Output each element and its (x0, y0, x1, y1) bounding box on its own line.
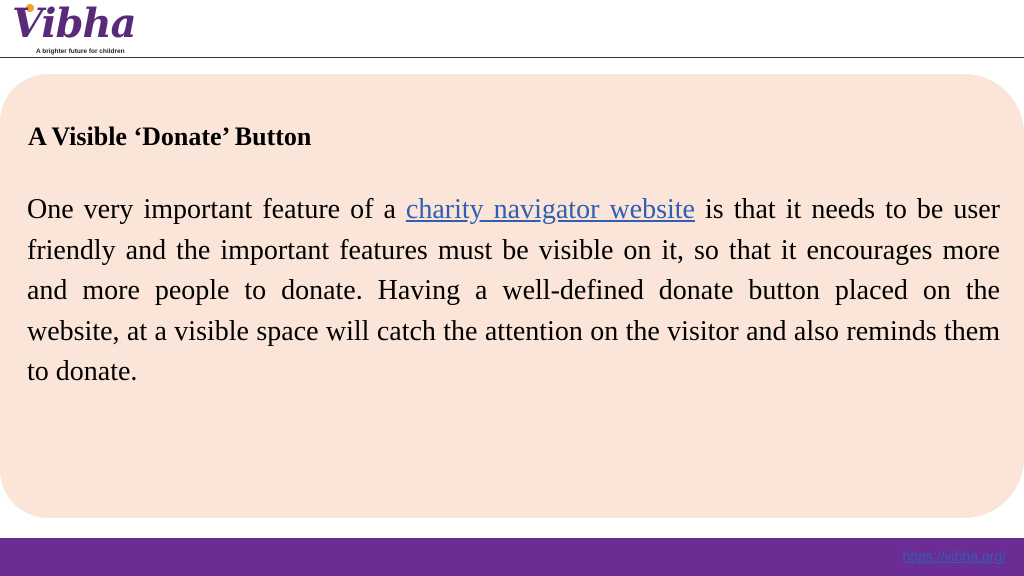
body-text-after-link: is that it needs to be user friendly and the important features must be visible on it, so that it encourages more and more people to donate. Having a well-defined donate button placed on the website, at a visible space will catch the attention on the visitor and also reminds them to donate. (27, 194, 1001, 387)
charity-navigator-link[interactable]: charity navigator website (405, 194, 695, 225)
footer-website-link[interactable]: https://vibha.org/ (902, 548, 1006, 564)
logo-wordmark: Vibha (12, 0, 136, 47)
logo-tagline: A brighter future for children (36, 48, 125, 55)
slide-title: A Visible ‘Donate’ Button (28, 122, 312, 151)
slide-body (27, 190, 1000, 393)
header-divider (0, 57, 1024, 58)
header (0, 0, 1024, 58)
body-text-before-link: One very important feature of a (27, 194, 406, 225)
footer-bar (0, 538, 1024, 576)
vibha-logo[interactable] (8, 0, 136, 56)
